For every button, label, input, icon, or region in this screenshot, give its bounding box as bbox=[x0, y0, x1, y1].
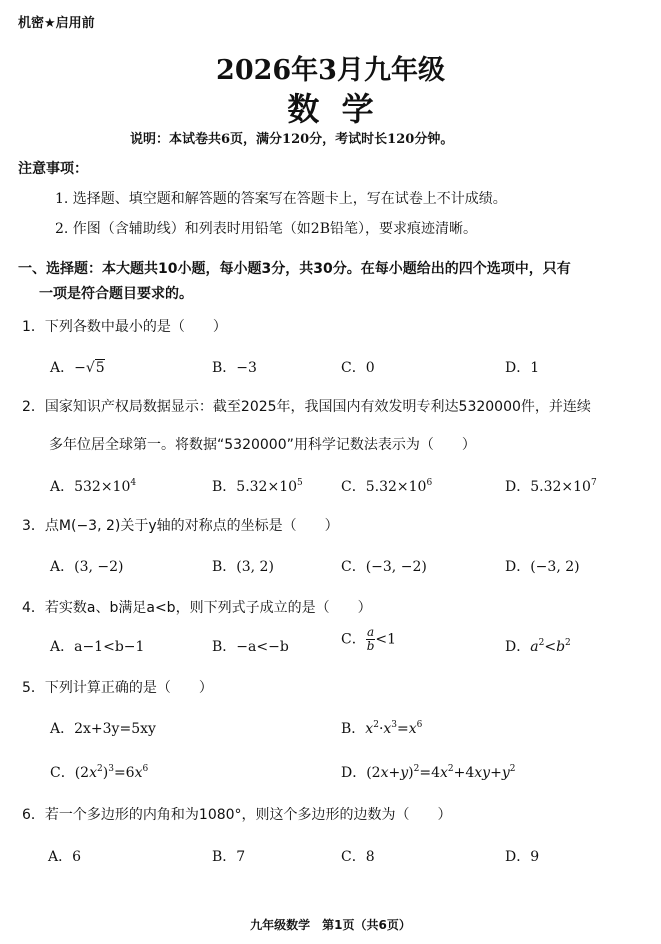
question-6-option-d: D．9 bbox=[505, 849, 540, 865]
exam-title: 2026年3月九年级 bbox=[216, 55, 445, 86]
question-5-option-d: D．$(2x+y)^2=4x^2+4xy+y^2$ bbox=[341, 764, 516, 781]
question-5-option-c: C．$(2x^2)^3=6x^6$ bbox=[50, 764, 149, 781]
question-3-option-d: D．(−3, 2) bbox=[505, 559, 580, 575]
confidential-label: 机密★启用前 bbox=[18, 16, 95, 31]
question-2-option-a: A．$532\times 10^4$ bbox=[50, 478, 137, 495]
section-heading-cont: 一项是符合题目要求的。 bbox=[39, 286, 193, 302]
question-4-option-c: C． $\frac{a}{b}$ <1 bbox=[341, 625, 397, 653]
question-6-option-b: B．7 bbox=[212, 849, 246, 865]
exam-instructions: 说明：本试卷共6页，满分120分，考试时长120分钟。 bbox=[130, 132, 454, 147]
question-2-option-c: C．$5.32\times 10^6$ bbox=[341, 478, 433, 495]
question-1-stem: 1．下列各数中最小的是（ ） bbox=[22, 319, 227, 335]
question-2-option-d: D．$5.32\times 10^7$ bbox=[505, 478, 597, 495]
question-1-option-d: D．1 bbox=[505, 360, 540, 376]
question-1-option-c: C．0 bbox=[341, 360, 375, 376]
question-2-stem: 2．国家知识产权局数据显示：截至2025年，我国国内有效发明专利达5320000件，并连续 bbox=[22, 399, 591, 415]
page-footer: 九年级数学 第1页（共6页） bbox=[250, 918, 411, 932]
note-item: 1. 选择题、填空题和解答题的答案写在答题卡上，写在试卷上不计成绩。 bbox=[55, 191, 507, 207]
question-2-option-b: B．$5.32\times 10^5$ bbox=[212, 478, 303, 495]
question-4-option-b: B．−a<−b bbox=[212, 639, 289, 655]
question-3-option-c: C．(−3, −2) bbox=[341, 559, 427, 575]
notes-header: 注意事项： bbox=[18, 161, 88, 177]
section-heading: 一、选择题：本大题共10小题，每小题3分，共30分。在每小题给出的四个选项中，只有 bbox=[18, 261, 571, 277]
question-4-option-a: A．a−1<b−1 bbox=[50, 639, 145, 655]
question-1-option-b: B．−3 bbox=[212, 360, 257, 376]
question-5-stem: 5．下列计算正确的是（ ） bbox=[22, 680, 213, 696]
question-6-stem: 6．若一个多边形的内角和为1080°，则这个多边形的边数为（ ） bbox=[22, 807, 452, 823]
question-5-option-a: A．2x+3y=5xy bbox=[50, 721, 156, 737]
question-1-option-a: A．−√5 bbox=[50, 360, 105, 376]
question-6-option-a: A．6 bbox=[48, 849, 82, 865]
question-4-stem: 4．若实数a、b满足a<b，则下列式子成立的是（ ） bbox=[22, 600, 372, 616]
question-5-option-b: B．$x^2\cdot x^3=x^6$ bbox=[341, 720, 423, 737]
question-3-option-b: B．(3, 2) bbox=[212, 559, 274, 575]
subject-title: 数 学 bbox=[287, 90, 374, 128]
question-6-option-c: C．8 bbox=[341, 849, 375, 865]
question-4-option-d: D．$a^2<b^2$ bbox=[505, 638, 571, 655]
note-item: 2. 作图（含辅助线）和列表时用铅笔（如2B铅笔），要求痕迹清晰。 bbox=[55, 221, 478, 237]
question-3-stem: 3．点M(−3, 2)关于y轴的对称点的坐标是（ ） bbox=[22, 518, 339, 534]
question-2-stem-cont: 多年位居全球第一。将数据“5320000”用科学记数法表示为（ ） bbox=[49, 437, 476, 453]
question-3-option-a: A．(3, −2) bbox=[50, 559, 124, 575]
